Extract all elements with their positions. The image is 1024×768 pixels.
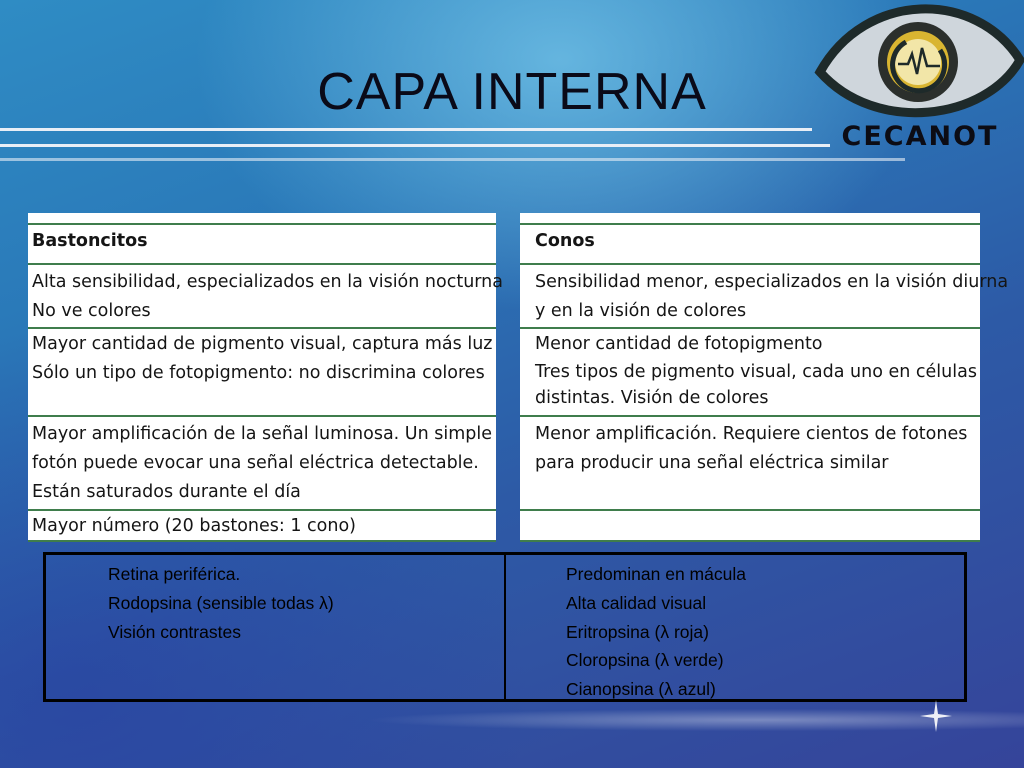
summary-column-bastoncitos xyxy=(46,555,504,699)
list-item: Cloropsina (λ verde) xyxy=(566,650,724,671)
table-header: Bastoncitos xyxy=(28,223,496,263)
table-row: Alta sensibilidad, especializados en la visión nocturna No ve colores xyxy=(28,263,496,327)
header-stripe-middle xyxy=(0,144,830,147)
header-stripe-bottom xyxy=(0,158,905,161)
list-item: Alta calidad visual xyxy=(566,592,707,613)
logo-text: CECANOT xyxy=(841,121,999,152)
table-header: Conos xyxy=(520,223,980,263)
decorative-glow xyxy=(0,700,1024,740)
sparkle-icon xyxy=(918,698,954,734)
summary-box xyxy=(43,552,967,702)
list-item: Predominan en mácula xyxy=(566,564,746,584)
table-row: Menor cantidad de fotopigmento Tres tipos de pigmento visual, cada uno en células distintas. Visión de colores xyxy=(520,327,980,415)
list-item: Eritropsina (λ roja) xyxy=(566,621,709,642)
list-item: Visión contrastes xyxy=(108,621,241,642)
summary-column-conos xyxy=(504,555,964,699)
table-row: Mayor cantidad de pigmento visual, captura más luz Sólo un tipo de fotopigmento: no discrimina colores xyxy=(28,327,496,415)
list-item: Cianopsina (λ azul) xyxy=(566,679,716,700)
list-item: Retina periférica. xyxy=(108,564,241,584)
table-row: Mayor número (20 bastones: 1 cono) xyxy=(28,509,496,542)
bastoncitos-table xyxy=(28,213,503,542)
table-row: Mayor amplificación de la señal luminosa. Un simple fotón puede evocar una señal eléctrica detectable. Están saturados durante el día xyxy=(28,415,496,509)
conos-table xyxy=(520,213,1009,542)
table-row: Sensibilidad menor, especializados en la visión diurna y en la visión de colores xyxy=(520,263,980,327)
table-row xyxy=(520,509,980,542)
header-stripe-top xyxy=(0,128,812,131)
table-row: Menor amplificación. Requiere cientos de fotones para producir una señal eléctrica similar xyxy=(520,415,980,509)
list-item: Rodopsina (sensible todas λ) xyxy=(108,592,334,613)
slide-title: CAPA INTERNA xyxy=(317,63,707,121)
